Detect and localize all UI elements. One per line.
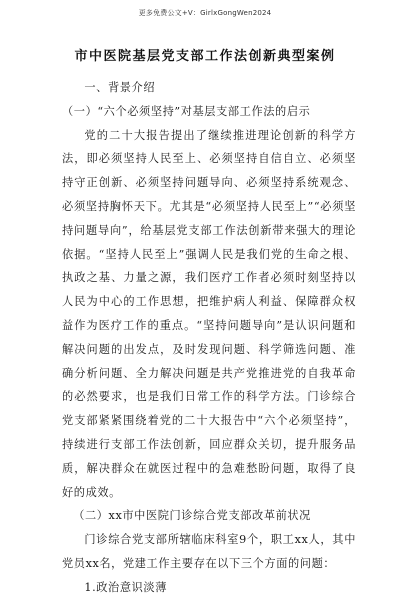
document-title: 市中医院基层党支部工作法创新典型案例 xyxy=(74,49,336,64)
body-paragraph-1: 党的二十大报告提出了继续推进理论创新的科学方法，即必须坚持人民至上、必须坚持自信自立、必须坚持守正创新、必须坚持问题导向、必须坚持系统观念、必须坚持胸怀天下。尤其是“必须坚持人民至上”“必须坚持问题导向”，给基层党支部工作法创新带来强大的理论依据。“坚持人民至上”强调人民是我们党的生命之根、执政之基、力量之源，我们医疗工作者必须时刻坚持以人民为中心的工作思想，把维护病人利益、保障群众权益作为医疗工作的重点。“坚持问题导向”是认识问题和解决问题的出发点，及时发现问题、科学筛选问题、准确分析问题、全力解决问题是共产党推进党的自我革命的必然要求，也是我们日常工作的科学方法。门诊综合党支部紧紧围绕着党的二十大报告中“六个必须坚持”，持续进行支部工作法创新，回应群众关切，提升服务品质，解决群众在就医过程中的急难愁盼问题，取得了良好的成效。 xyxy=(62,128,356,499)
body-paragraph-2: 门诊综合党支部所辖临床科室9个，职工xx人，其中党员xx名，党建工作主要存在以下三个方面的问题： xyxy=(62,533,356,570)
section-heading-1: 一、背景介绍 xyxy=(84,81,156,94)
list-item-1: 1.政治意识淡薄 xyxy=(84,580,167,594)
subsection-heading-1-1: （一）“六个必须坚持”对基层支部工作法的启示 xyxy=(62,104,311,118)
subsection-heading-1-2: （二）xx市中医院门诊综合党支部改革前状况 xyxy=(73,509,311,523)
document-body xyxy=(62,76,356,600)
header-note: 更多免费公文+V：GirlxGongWen2024 xyxy=(138,9,272,17)
